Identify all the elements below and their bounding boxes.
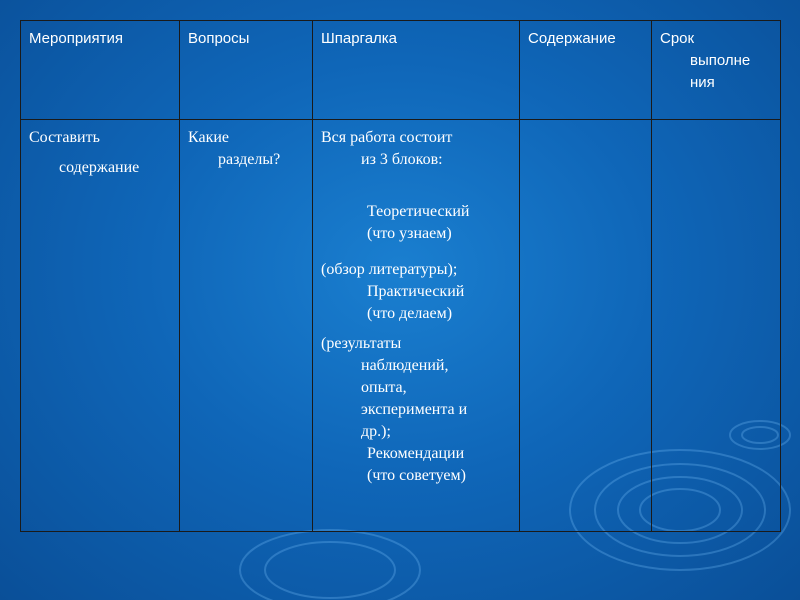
- block2-note-line2: наблюдений,: [361, 357, 449, 374]
- header-label-cheatsheet: Шпаргалка: [321, 30, 398, 47]
- cell-cheatsheet: [313, 120, 520, 532]
- block3-subtitle: (что советуем): [367, 467, 466, 484]
- header-cell-cheatsheet: [313, 21, 520, 120]
- question-line1: Какие: [188, 129, 229, 146]
- cell-deadline: [652, 120, 781, 532]
- block1-title: Теоретический: [367, 203, 470, 220]
- cheat-intro-line2: из 3 блоков:: [361, 151, 443, 168]
- table-row: [21, 120, 781, 532]
- question-line2: разделы?: [218, 151, 281, 168]
- header-cell-deadline: [652, 21, 781, 120]
- table-header-row: [21, 21, 781, 120]
- block1-note: (обзор литературы);: [321, 261, 458, 278]
- list-item: [321, 201, 511, 245]
- activity-plan-table: [20, 20, 781, 532]
- activity-line1: Составить: [29, 129, 100, 146]
- header-cell-questions: [180, 21, 313, 120]
- block2-subtitle: (что делаем): [367, 305, 453, 322]
- block2-note-line3: опыта,: [361, 379, 407, 396]
- cell-content: [520, 120, 652, 532]
- cheat-intro-line1: Вся работа состоит: [321, 129, 453, 146]
- cell-question: [180, 120, 313, 532]
- header-cell-activities: [21, 21, 180, 120]
- list-item: [321, 281, 511, 325]
- header-label-questions: Вопросы: [188, 30, 250, 47]
- header-label-content: Содержание: [528, 30, 616, 47]
- cell-activity: [21, 120, 180, 532]
- header-label-activities: Мероприятия: [29, 30, 124, 47]
- block2-note-line4: эксперимента и: [361, 401, 468, 418]
- block1-subtitle: (что узнаем): [367, 225, 452, 242]
- block2-note-line1: (результаты: [321, 335, 402, 352]
- block2-title: Практический: [367, 283, 465, 300]
- block2-note-line5: др.);: [361, 423, 391, 440]
- header-label-deadline-line2: выполне: [690, 52, 751, 69]
- header-label-deadline-line3: ния: [690, 74, 715, 91]
- header-label-deadline-line1: Срок: [660, 30, 695, 47]
- activity-line2: содержание: [59, 159, 140, 176]
- list-item: [321, 443, 511, 487]
- block3-title: Рекомендации: [367, 445, 465, 462]
- header-cell-content: [520, 21, 652, 120]
